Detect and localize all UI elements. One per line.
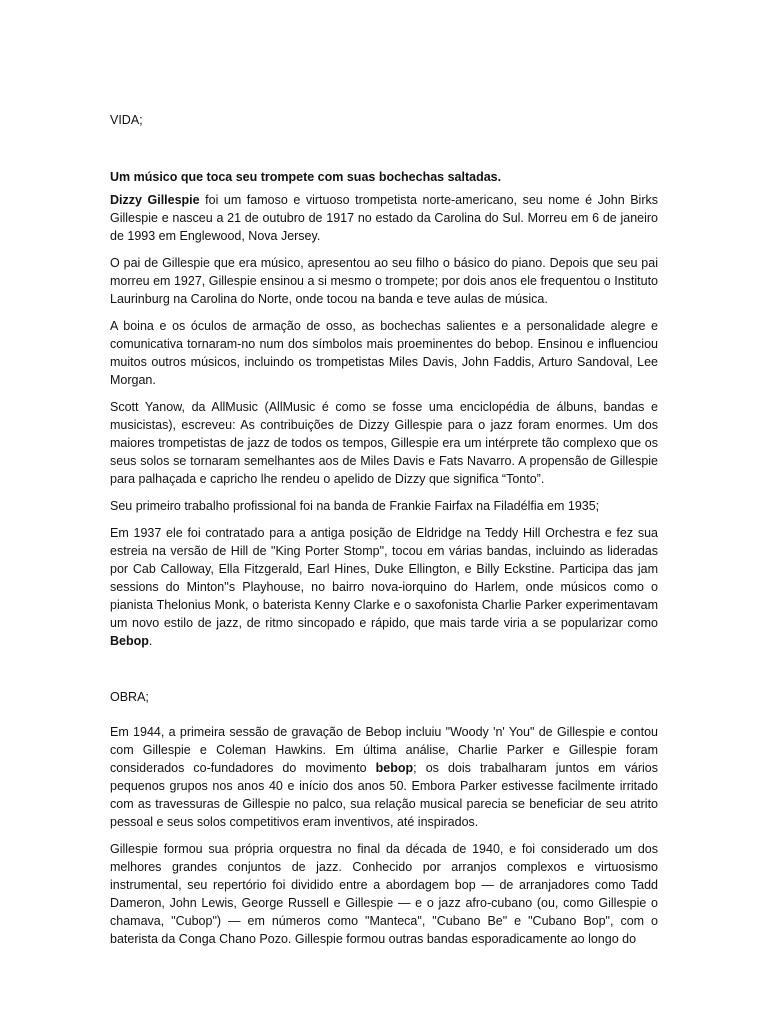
section-heading-obra: OBRA;: [110, 690, 149, 704]
paragraph-intro: [110, 191, 658, 245]
paragraph-text: Em 1944, a primeira sessão de gravação de Bebop incluiu "Woody 'n' You" de Gillespie e contou com Gillespie e Coleman Hawkins. Em última análise, Charlie Parker e Gillespie foram considerados co-fundadores do movimento: [110, 725, 658, 775]
section-heading-vida: VIDA;: [110, 113, 143, 127]
bold-name: Dizzy Gillespie: [110, 193, 200, 207]
paragraph-style: A boina e os óculos de armação de osso, as bochechas salientes e a personalidade alegre e comunicativa tornaram-no num dos símbolos mais proeminentes do bebop. Ensinou e influenciou muitos outros músicos, incluindo os trompetistas Miles Davis, John Faddis, Arturo Sandoval, Lee Morgan.: [110, 319, 658, 387]
lead-sentence: Um músico que toca seu trompete com suas bochechas saltadas.: [110, 170, 502, 184]
paragraph-1937: [110, 524, 658, 650]
paragraph-end: .: [148, 634, 153, 648]
paragraph-first-job: Seu primeiro trabalho profissional foi na banda de Frankie Fairfax na Filadélfia em 1935;: [110, 499, 600, 513]
paragraph-1944: [110, 723, 658, 831]
paragraph-text: foi um famoso e virtuoso trompetista norte-americano, seu nome é John Birks Gillespie e nasceu a 21 de outubro de 1917 no estado da Carolina do Sul. Morreu em 6 de janeiro de 1993 em Englewood, Nova Jersey.: [110, 193, 659, 243]
bold-bebop-lower: bebop: [375, 761, 414, 775]
paragraph-father: O pai de Gillespie que era músico, apresentou ao seu filho o básico do piano. Depois que seu pai morreu em 1927, Gillespie ensinou a si mesmo o trompete; por dois anos ele frequentou o Instituto Laurinburg na Carolina do Norte, onde tocou na banda e teve aulas de música.: [110, 256, 658, 306]
bold-bebop: Bebop: [110, 634, 149, 648]
paragraph-text-cont: ; os dois trabalharam juntos em vários pequenos grupos nos anos 40 e início dos anos 50. Embora Parker estivesse facilmente irritado com as travessuras de Gillespie no palco, sua relação musical parecia se beneficiar de seu atrito pessoal e seus solos competitivos eram inventivos, até inspirados.: [110, 761, 658, 829]
paragraph-orchestra: Gillespie formou sua própria orquestra no final da década de 1940, e foi considerado um dos melhores grandes conjuntos de jazz. Conhecido por arranjos complexos e virtuosismo instrumental, seu repertório foi dividido entre a abordagem bop — de arranjadores como Tadd Dameron, John Lewis, George Russell e Gillespie — e o jazz afro-cubano (ou, como Gillespie o chamava, "Cubop") — em números como "Manteca", "Cubano Be" e "Cubano Bop", com o baterista da Conga Chano Pozo. Gillespie formou outras bandas esporadicamente ao longo do: [110, 842, 658, 946]
paragraph-yanow: Scott Yanow, da AllMusic (AllMusic é como se fosse uma enciclopédia de álbuns, bandas e musicistas), escreveu: As contribuições de Dizzy Gillespie para o jazz foram enormes. Um dos maiores trompetistas de jazz de todos os tempos, Gillespie era um intérprete tão complexo que os seus solos se tornaram semelhantes aos de Miles Davis e Fats Navarro. A propensão de Gillespie para palhaçada e capricho lhe rendeu o apelido de Dizzy que significa “Tonto”.: [110, 400, 658, 486]
paragraph-text: Em 1937 ele foi contratado para a antiga posição de Eldridge na Teddy Hill Orchestra e fez sua estreia na versão de Hill de "King Porter Stomp", tocou em várias bandas, incluindo as lideradas por Cab Calloway, Ella Fitzgerald, Earl Hines, Duke Ellington, e Billy Eckstine. Participa das jam sessions do Minton''s Playhouse, no bairro nova-iorquino do Harlem, onde músicos como o pianista Thelonius Monk, o baterista Kenny Clarke e o saxofonista Charlie Parker experimentavam um novo estilo de jazz, de ritmo sincopado e rápido, que mais tarde viria a se popularizar como: [110, 526, 658, 630]
